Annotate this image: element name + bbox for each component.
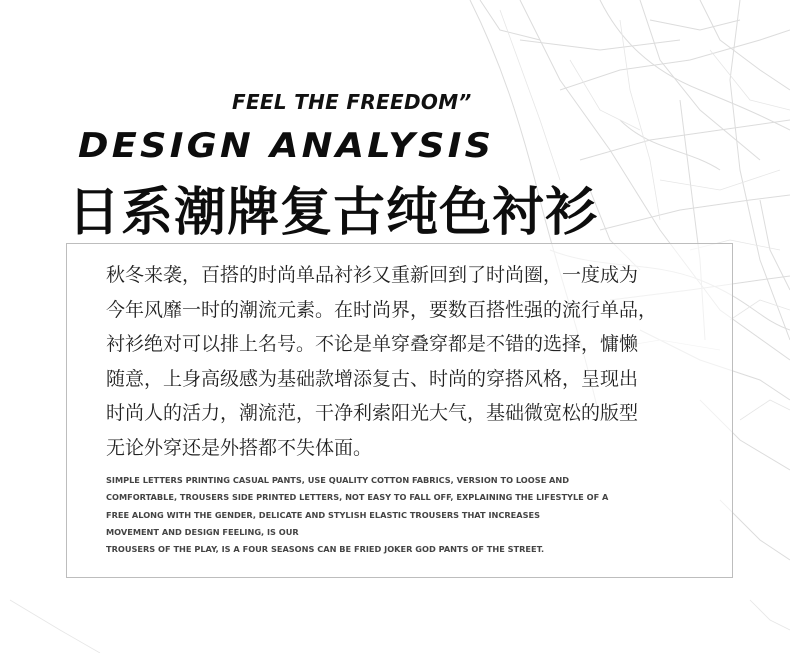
chinese-description <box>106 258 706 466</box>
chinese-description-line: 衬衫绝对可以排上名号。不论是单穿叠穿都是不错的选择，慵懒 <box>106 333 639 356</box>
english-description-line: FREE ALONG WITH THE GENDER, DELICATE AND STYLISH ELASTIC TROUSERS THAT INCREASES <box>106 509 540 520</box>
english-description <box>106 472 706 558</box>
english-description-line: MOVEMENT AND DESIGN FEELING, IS OUR <box>106 526 299 537</box>
product-title: 日系潮牌复古纯色衬衫 <box>68 183 599 243</box>
tagline: FEEL THE FREEDOM” <box>232 90 472 114</box>
english-description-line: SIMPLE LETTERS PRINTING CASUAL PANTS, USE QUALITY COTTON FABRICS, VERSION TO LOOSE AND <box>106 475 570 485</box>
chinese-description-line: 时尚人的活力，潮流范，干净利索阳光大气，基础微宽松的版型 <box>106 402 639 425</box>
chinese-description-line: 随意，上身高级感为基础款增添复古、时尚的穿搭风格，呈现出 <box>106 367 639 390</box>
english-description-line: TROUSERS OF THE PLAY, IS A FOUR SEASONS CAN BE FRIED JOKER GOD PANTS OF THE STREET. <box>106 544 545 555</box>
chinese-description-line: 今年风靡一时的潮流元素。在时尚界，要数百搭性强的流行单品， <box>106 298 658 321</box>
design-analysis-heading: DESIGN ANALYSIS <box>78 126 495 166</box>
chinese-description-line: 无论外穿还是外搭都不失体面。 <box>106 436 373 459</box>
english-description-line: COMFORTABLE, TROUSERS SIDE PRINTED LETTERS, NOT EASY TO FALL OFF, EXPLAINING THE LIFESTYLE OF A <box>106 492 609 503</box>
chinese-description-line: 秋冬来袭，百搭的时尚单品衬衫又重新回到了时尚圈，一度成为 <box>106 264 639 286</box>
